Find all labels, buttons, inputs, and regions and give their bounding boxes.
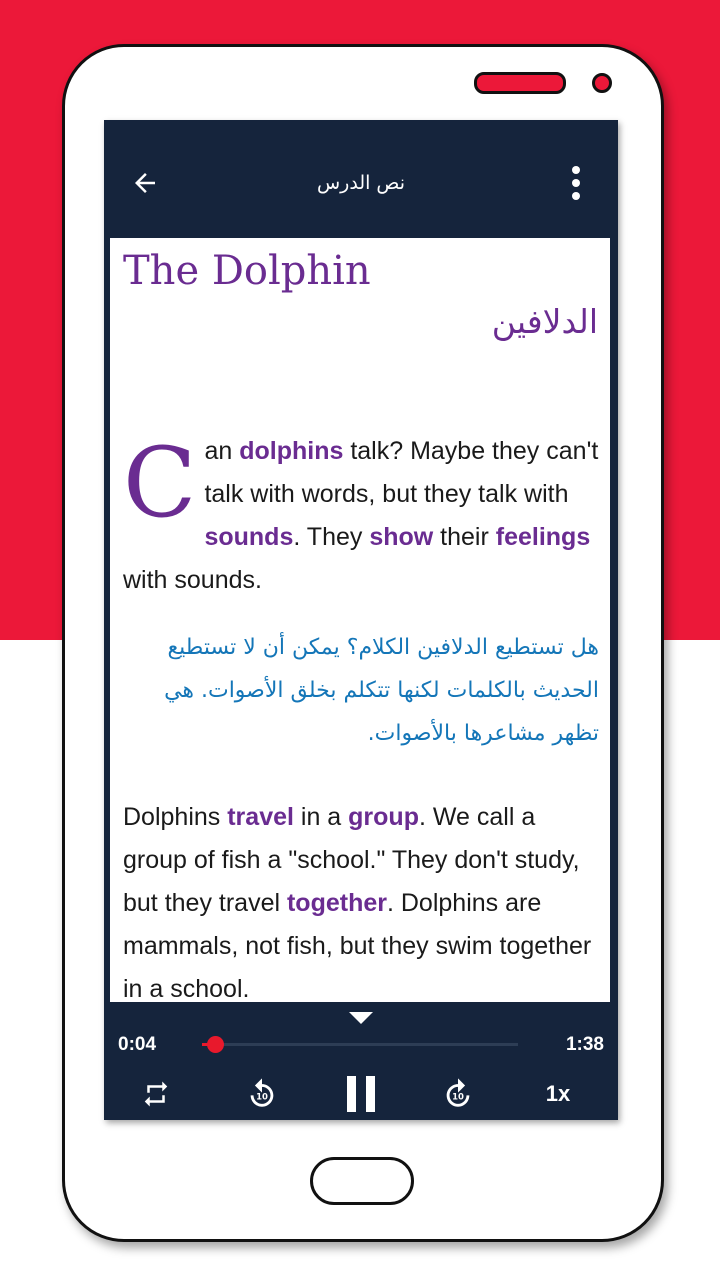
text-segment: with sounds. (123, 566, 262, 594)
forward-10-icon[interactable] (440, 1070, 476, 1118)
page-title: نص الدرس (316, 172, 405, 194)
more-vert-icon[interactable] (566, 166, 586, 202)
vocabulary-keyword: travel (227, 803, 294, 831)
playback-speed-label: 1x (545, 1081, 571, 1106)
vocabulary-keyword: feelings (495, 523, 591, 551)
rewind-seconds-label: 10 (256, 1092, 268, 1103)
arabic-translation-paragraph: هل تستطيع الدلافين الكلام؟ يمكن أن لا تستطيع الحديث بالكلمات لكنها تتكلم بخلق الأصوات. هي تظهر مشاعرها بالأصوات. (164, 635, 599, 746)
lesson-text-panel[interactable] (110, 238, 610, 1002)
seek-bar[interactable] (202, 1043, 518, 1046)
lesson-title-english: The Dolphin (123, 248, 371, 294)
phone-speaker (474, 72, 566, 94)
current-time: 0:04 (118, 1034, 157, 1055)
vocabulary-keyword: sounds (204, 523, 294, 551)
lesson-title-arabic: الدلافين (491, 302, 598, 341)
text-segment: their (433, 523, 496, 551)
text-segment: talk? Maybe they can't talk with words, but they talk with (204, 437, 599, 508)
app-screen (104, 120, 618, 1120)
vocabulary-keyword: show (369, 523, 434, 551)
forward-seconds-label: 10 (452, 1092, 464, 1103)
collapse-arrow-icon[interactable] (349, 1012, 373, 1024)
text-segment: an (204, 437, 240, 465)
text-segment: in a (293, 803, 349, 831)
english-paragraph-1 (123, 427, 603, 602)
vocabulary-keyword: dolphins (239, 437, 344, 465)
repeat-icon[interactable] (140, 1070, 172, 1118)
replay-10-icon[interactable] (244, 1070, 280, 1118)
app-bar (104, 120, 618, 232)
phone-home-button (310, 1157, 414, 1205)
pause-icon[interactable] (340, 1070, 382, 1118)
english-paragraph-2 (123, 796, 603, 1002)
text-segment: . We call a group of fish a "school." They don't study, but they travel (123, 803, 580, 917)
vocabulary-keyword: group (348, 803, 419, 831)
text-segment: Dolphins (123, 803, 228, 831)
seek-thumb[interactable] (207, 1036, 224, 1053)
playback-speed-button[interactable] (538, 1070, 578, 1118)
phone-camera (592, 73, 612, 93)
text-segment: . Dolphins are mammals, not fish, but they swim together in a school. (123, 889, 592, 1002)
vocabulary-keyword: together (286, 889, 387, 917)
total-time: 1:38 (565, 1034, 604, 1055)
drop-cap-letter: C (123, 427, 197, 539)
text-segment: . They (293, 523, 370, 551)
